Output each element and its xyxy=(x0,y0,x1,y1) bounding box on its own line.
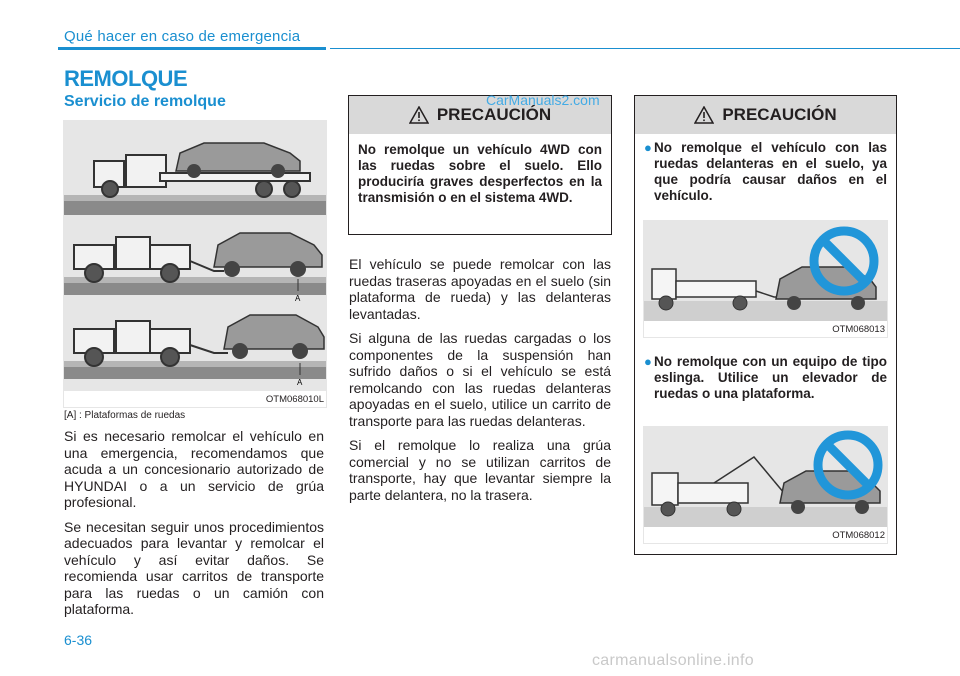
bullet-icon: ● xyxy=(644,140,652,155)
header-rule xyxy=(58,47,326,50)
left-body-text xyxy=(64,428,324,626)
paragraph: Se necesitan seguir unos procedimientos adecuados para levantar y remolcar el vehículo y así evitar daños. Se recomienda usar carritos de transporte para las ruedas o un camión con plataforma. xyxy=(64,518,324,617)
caution-bullet-2 xyxy=(635,346,896,410)
warning-triangle-icon xyxy=(409,106,429,124)
marker-a-label-1: A xyxy=(295,294,301,303)
watermark-bottom: carmanualsonline.info xyxy=(592,652,754,669)
figure-code: OTM068013 xyxy=(832,324,885,335)
suv-towed-wheel-lift xyxy=(214,233,322,277)
figure-code: OTM068010L xyxy=(265,394,324,405)
caution-title: PRECAUCIÓN xyxy=(436,105,552,124)
section-title: REMOLQUE xyxy=(64,66,188,91)
paragraph: Si es necesario remolcar el vehículo en una emergencia, recomendamos que acuda a un concesionario autorizado de HYUNDAI o a un servicio de grúa profesional. xyxy=(64,428,324,510)
header-rule-thin xyxy=(330,48,960,49)
paragraph: Si alguna de las ruedas cargadas o los componentes de la suspensión han sufrido daños o si el vehículo se está remolcando con las ruedas delanteras apoyadas en el suelo, utilice un carrito de transporte para las ruedas delanteras. xyxy=(349,330,611,429)
prohibited-tow-illustration-2 xyxy=(644,427,887,543)
caution-box-4wd xyxy=(348,95,612,235)
towing-methods-illustration xyxy=(64,121,326,407)
subsection-title: Servicio de remolque xyxy=(64,93,226,110)
prohibited-tow-illustration-1 xyxy=(644,221,887,337)
bullet-text: No remolque con un equipo de tipo eslinga. Utilice un elevador de ruedas o una plataforma. xyxy=(654,354,887,401)
paragraph: Si el remolque lo realiza una grúa comercial y no se utilizan carritos de transporte, hay que levantar siempre la parte delantera, no la trasera. xyxy=(349,437,611,503)
caution-header xyxy=(635,96,896,134)
caution-title: PRECAUCIÓN xyxy=(722,105,837,124)
watermark-top: CarManuals2.com xyxy=(486,92,600,108)
middle-body-text xyxy=(349,256,611,511)
prohibited-flatbed-figure xyxy=(643,220,888,338)
bullet-icon: ● xyxy=(644,354,652,369)
suv-on-dollies xyxy=(224,315,324,359)
paragraph: El vehículo se puede remolcar con las ruedas traseras apoyadas en el suelo (sin plataforma de rueda) y las delanteras levantadas. xyxy=(349,256,611,322)
running-header: Qué hacer en caso de emergencia xyxy=(64,28,301,45)
figure-code: OTM068012 xyxy=(832,530,885,541)
bullet-text: No remolque el vehículo con las ruedas delanteras en el suelo, ya que podría causar daños en el vehículo. xyxy=(654,140,887,203)
towing-methods-figure xyxy=(63,120,327,408)
caution-text: No remolque un vehículo 4WD con las ruedas sobre el suelo. Ello produciría graves desperfectos en la transmisión o en el sistema 4WD. xyxy=(358,142,602,205)
caution-box-towing xyxy=(634,95,897,555)
figure-caption: [A] : Plataformas de ruedas xyxy=(64,410,186,421)
prohibited-sling-figure xyxy=(643,426,888,544)
warning-triangle-icon xyxy=(694,106,714,124)
page-number: 6-36 xyxy=(64,632,93,648)
caution-bullet-1 xyxy=(635,134,896,212)
marker-a-label-2: A xyxy=(297,378,303,387)
